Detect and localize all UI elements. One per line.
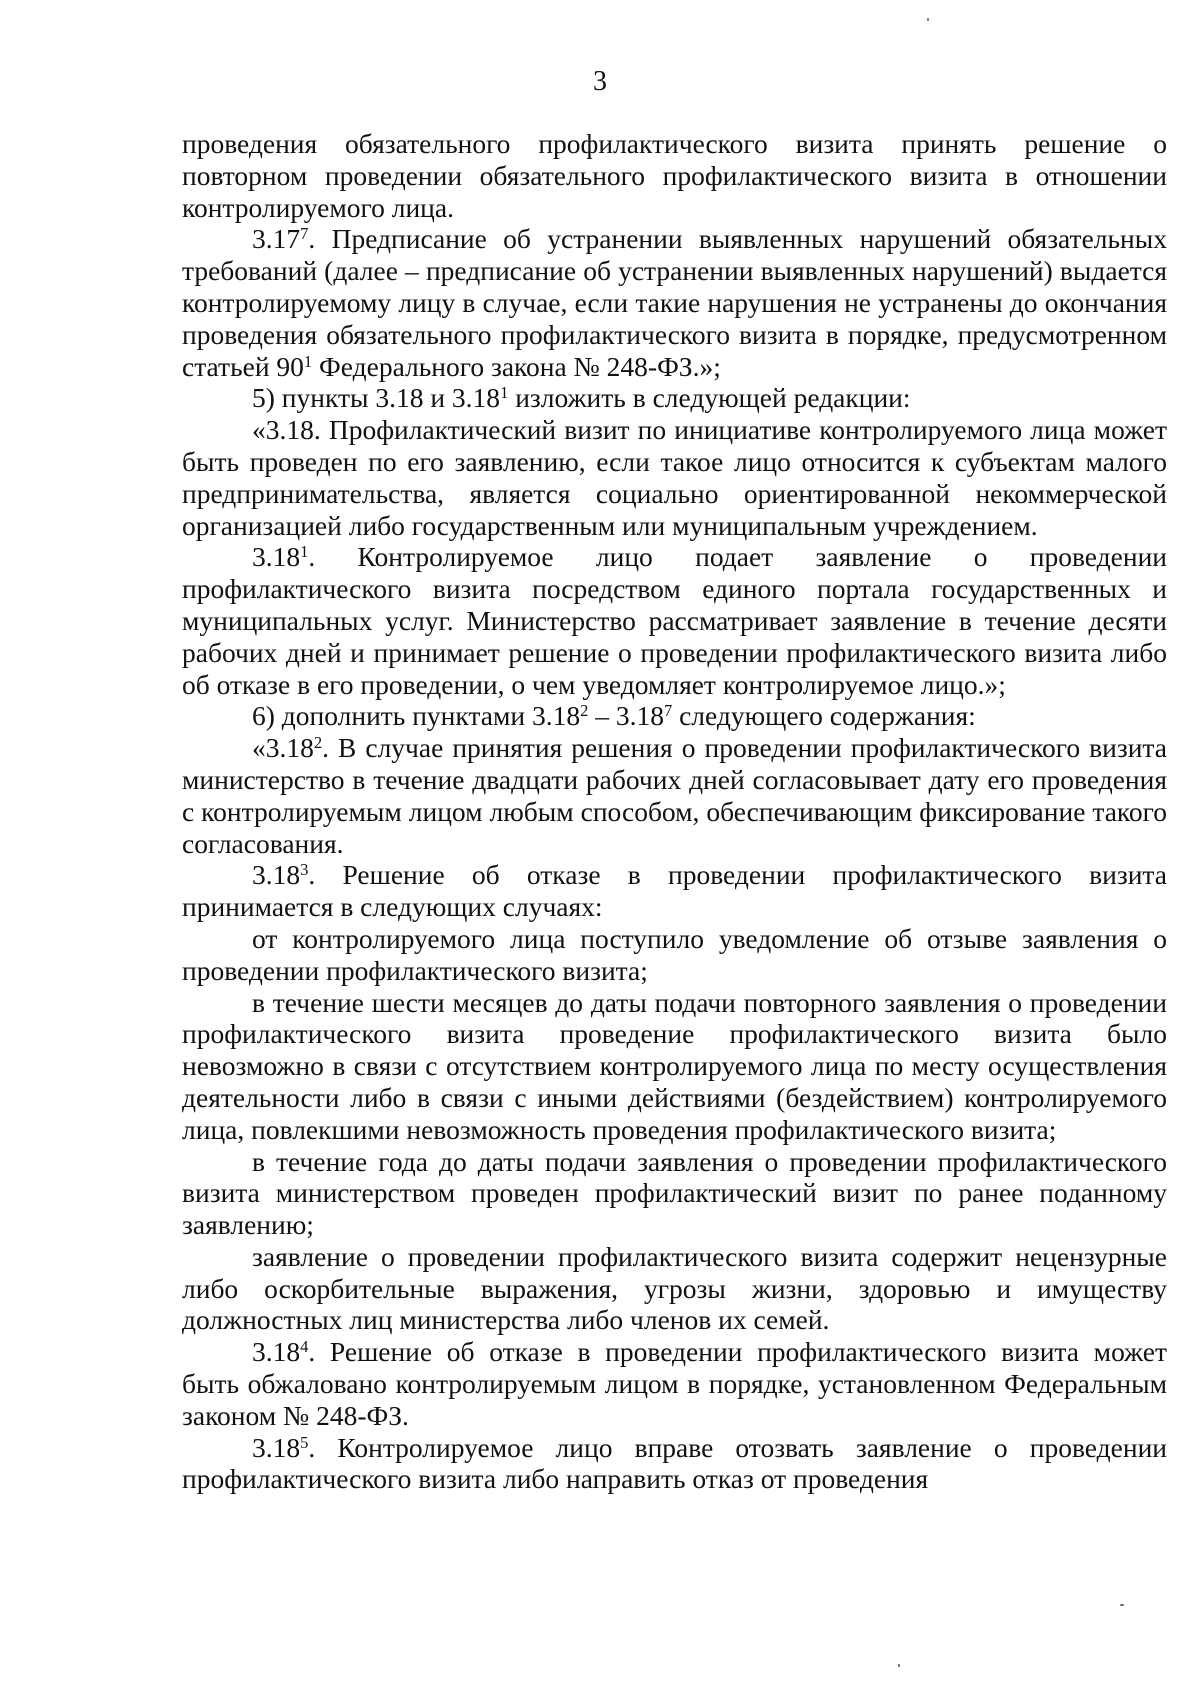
superscript: 1 <box>300 542 309 562</box>
clause-number: «3.18 <box>252 732 314 764</box>
paragraph-text: проведения обязательного профилактического визита принять решение о повторном проведении обязательного профилактического визита в отношении контролируемого лица. <box>182 128 1167 223</box>
superscript: 1 <box>303 351 313 371</box>
clause-number: 6) дополнить пунктами 3.18 <box>252 700 581 732</box>
paragraph-3-18-3 <box>182 859 1167 923</box>
paragraph-3-18 <box>182 414 1167 541</box>
clause-number: 5) пункты 3.18 и 3.18 <box>252 382 501 414</box>
paragraph-continuation <box>182 128 1167 223</box>
paragraph-3-18-1 <box>182 541 1167 700</box>
clause-number: 3.17 <box>252 223 301 255</box>
paragraph-item-5 <box>182 382 1167 414</box>
paragraph-text: . Предписание об устранении выявленных нарушений обязательных требований (далее – предписание об устранении выявленных нарушений) выдается контролируемому лицу в случае, если такие нарушения не устранены до окончания проведения обязательного профилактического визита в порядке, предусмотренном статьей 90 <box>182 223 1167 382</box>
superscript: 7 <box>300 224 309 244</box>
superscript: 1 <box>500 383 509 403</box>
superscript: 2 <box>580 701 589 721</box>
list-item-six-months <box>182 987 1167 1146</box>
scan-dot-bottom-center <box>898 1664 900 1667</box>
paragraph-text: Федерального закона № 248-ФЗ.»; <box>312 350 721 382</box>
paragraph-text: . Решение об отказе в проведении профилактического визита принимается в следующих случаях: <box>182 859 1167 923</box>
paragraph-text: . В случае принятия решения о проведении профилактического визита министерство в течение двадцати рабочих дней согласовывает дату его проведения с контролируемым лицом любым способом, обеспечивающим фиксирование такого согласования. <box>182 732 1167 859</box>
paragraph-text: в течение года до даты подачи заявления о проведении профилактического визита министерством проведен профилактический визит по ранее поданному заявлению; <box>182 1145 1167 1241</box>
clause-number: 3.18 <box>252 859 301 891</box>
paragraph-text: заявление о проведении профилактического визита содержит нецензурные либо оскорбительные выражения, угрозы жизни, здоровью и имуществу должностных лиц министерства либо членов их семей. <box>182 1240 1167 1336</box>
paragraph-3-18-2 <box>182 732 1167 859</box>
superscript: 2 <box>313 733 323 753</box>
list-item-withdrawal <box>182 923 1167 987</box>
paragraph-text: в течение шести месяцев до даты подачи повторного заявления о проведении профилактического визита проведение профилактического визита было невозможно в связи с отсутствием контролируемого лица по месту осуществления деятельности либо в связи с иными действиями (бездействием) контролируемого лица, повлекшими невозможность проведения профилактического визита; <box>182 986 1167 1145</box>
clause-number: 3.18 <box>252 541 301 573</box>
clause-number: 3.18 <box>252 1431 301 1463</box>
superscript: 7 <box>663 701 673 721</box>
paragraph-3-18-5 <box>182 1432 1167 1496</box>
paragraph-text: «3.18. Профилактический визит по инициативе контролируемого лица может быть проведен по его заявлению, если такое лицо относится к субъектам малого предпринимательства, является социально ориентированной некоммерческой организацией либо государственным или муниципальным учреждением. <box>182 414 1167 541</box>
scan-dot-bottom-right <box>1120 1604 1124 1606</box>
clause-number: 3.18 <box>252 1336 301 1368</box>
paragraph-text: . Контролируемое лицо подает заявление о проведении профилактического визита посредством единого портала государственных и муниципальных услуг. Министерство рассматривает заявление в течение десяти рабочих дней и принимает решение о проведении профилактического визита либо об отказе в его проведении, о чем уведомляет контролируемое лицо.»; <box>182 541 1167 700</box>
paragraph-text: – 3.18 <box>588 700 664 732</box>
paragraph-3-18-4 <box>182 1336 1167 1431</box>
paragraph-text: от контролируемого лица поступило уведомление об отзыве заявления о проведении профилактического визита; <box>182 922 1167 986</box>
paragraph-text: . Решение об отказе в проведении профилактического визита может быть обжаловано контролируемым лицом в порядке, установленном Федеральным законом № 248-ФЗ. <box>182 1336 1167 1431</box>
document-body <box>182 128 1167 1495</box>
superscript: 4 <box>300 1337 309 1357</box>
list-item-one-year <box>182 1146 1167 1241</box>
scan-dot-top-right <box>927 18 929 21</box>
paragraph-text: изложить в следующей редакции: <box>508 382 911 414</box>
page-number: 3 <box>593 66 607 97</box>
paragraph-3-17-7 <box>182 223 1167 382</box>
paragraph-text: следующего содержания: <box>672 700 976 732</box>
superscript: 5 <box>300 1432 309 1452</box>
list-item-obscene <box>182 1241 1167 1336</box>
superscript: 3 <box>300 860 309 880</box>
paragraph-item-6 <box>182 700 1167 732</box>
paragraph-text: . Контролируемое лицо вправе отозвать заявление о проведении профилактического визита либо направить отказ от проведения <box>182 1431 1167 1495</box>
